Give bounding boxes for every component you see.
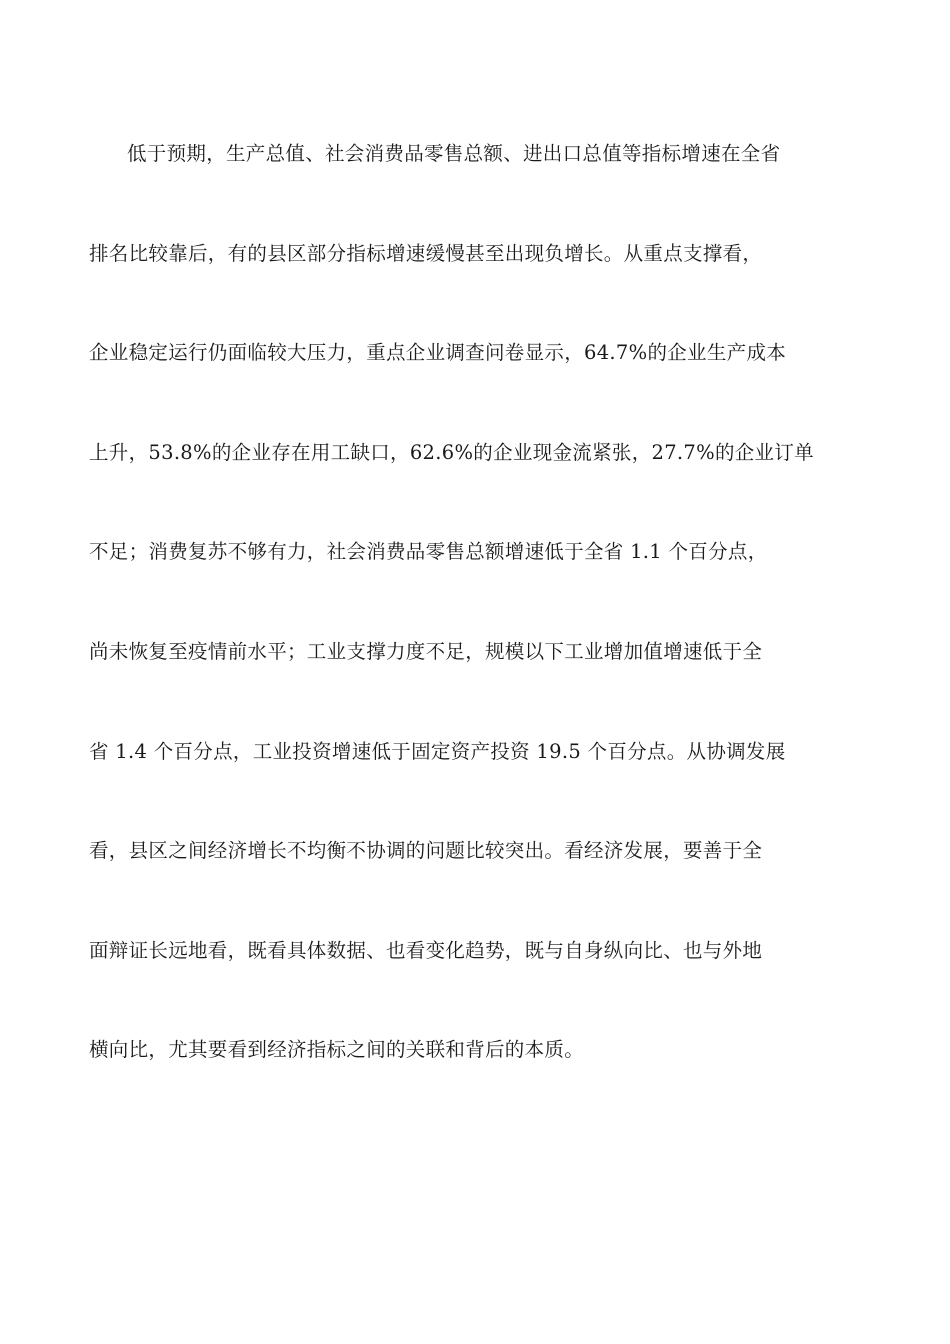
paragraph-line: 企业稳定运行仍面临较大压力，重点企业调查问卷显示，64.7%的企业生产成本 — [89, 341, 787, 365]
paragraph-line: 面辩证长远地看，既看具体数据、也看变化趋势，既与自身纵向比、也与外地 — [89, 938, 763, 962]
body-paragraph — [89, 132, 864, 1128]
paragraph-line: 省 1.4 个百分点，工业投资增速低于固定资产投资 19.5 个百分点。从协调发展 — [89, 739, 786, 763]
paragraph-line: 排名比较靠后，有的县区部分指标增速缓慢甚至出现负增长。从重点支撑看， — [89, 241, 763, 265]
paragraph-line: 尚未恢复至疫情前水平；工业支撑力度不足，规模以下工业增加值增速低于全 — [89, 639, 763, 663]
paragraph-line: 低于预期，生产总值、社会消费品零售总额、进出口总值等指标增速在全省 — [127, 142, 781, 165]
paragraph-line: 横向比，尤其要看到经济指标之间的关联和背后的本质。 — [89, 1038, 585, 1062]
paragraph-line: 看，县区之间经济增长不均衡不协调的问题比较突出。看经济发展，要善于全 — [89, 839, 763, 863]
paragraph-line: 不足；消费复苏不够有力，社会消费品零售总额增速低于全省 1.1 个百分点， — [89, 540, 768, 564]
paragraph-line: 上升，53.8%的企业存在用工缺口，62.6%的企业现金流紧张，27.7%的企业订单 — [89, 440, 814, 464]
